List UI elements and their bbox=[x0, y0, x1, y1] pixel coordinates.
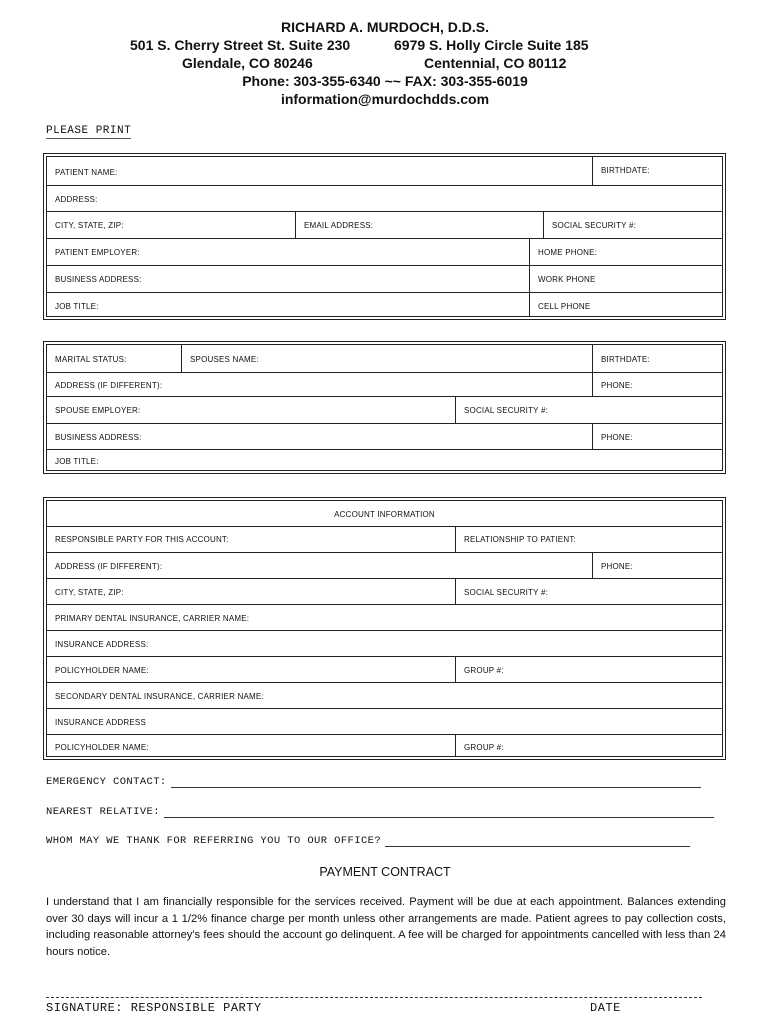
emergency-contact-input[interactable] bbox=[171, 779, 701, 788]
insurance-address-2-field[interactable]: INSURANCE ADDRESS bbox=[55, 718, 146, 727]
phone-fax: Phone: 303-355-6340 ~~ FAX: 303-355-6019 bbox=[242, 73, 528, 89]
spouse-birthdate-field[interactable]: BIRTHDATE: bbox=[592, 345, 722, 372]
patient-row-4 bbox=[47, 238, 722, 266]
account-row-9 bbox=[47, 734, 722, 756]
business-address-field[interactable]: BUSINESS ADDRESS: bbox=[55, 275, 142, 284]
nearest-relative-line bbox=[46, 806, 714, 818]
city-left: Glendale, CO 80246 bbox=[182, 55, 313, 71]
patient-name-field[interactable]: PATIENT NAME: bbox=[55, 168, 118, 177]
patient-employer-field[interactable]: PATIENT EMPLOYER: bbox=[55, 248, 140, 257]
patient-row-5 bbox=[47, 265, 722, 293]
signature-line[interactable] bbox=[46, 997, 702, 998]
ssn-field[interactable]: SOCIAL SECURITY #: bbox=[543, 212, 722, 239]
payment-contract-title: PAYMENT CONTRACT bbox=[319, 865, 451, 879]
spouse-employer-field[interactable]: SPOUSE EMPLOYER: bbox=[55, 406, 141, 415]
spouse-address-field[interactable]: ADDRESS (IF DIFFERENT): bbox=[55, 381, 163, 390]
group-field[interactable]: GROUP #: bbox=[455, 657, 722, 683]
policyholder-2-field[interactable]: POLICYHOLDER NAME: bbox=[55, 743, 149, 752]
account-row-8 bbox=[47, 708, 722, 735]
spouse-row-1 bbox=[47, 345, 722, 372]
referral-label: WHOM MAY WE THANK FOR REFERRING YOU TO OUR OFFICE? bbox=[46, 835, 382, 847]
job-title-field[interactable]: JOB TITLE: bbox=[55, 302, 99, 311]
email-field[interactable]: EMAIL ADDRESS: bbox=[295, 212, 544, 239]
account-row-7 bbox=[47, 682, 722, 709]
spouse-row-2 bbox=[47, 372, 722, 397]
patient-row-6 bbox=[47, 292, 722, 316]
secondary-insurance-field[interactable]: SECONDARY DENTAL INSURANCE, CARRIER NAME: bbox=[55, 692, 264, 701]
account-ssn-field[interactable]: SOCIAL SECURITY #: bbox=[455, 579, 722, 605]
account-title-row bbox=[47, 501, 722, 526]
nearest-relative-input[interactable] bbox=[164, 809, 714, 818]
spouse-row-5 bbox=[47, 449, 722, 470]
spouse-business-address-field[interactable]: BUSINESS ADDRESS: bbox=[55, 433, 142, 442]
patient-info-box bbox=[43, 153, 726, 320]
please-print-label: PLEASE PRINT bbox=[46, 125, 132, 137]
account-address-field[interactable]: ADDRESS (IF DIFFERENT): bbox=[55, 562, 163, 571]
spouse-name-field[interactable]: SPOUSES NAME: bbox=[181, 345, 593, 372]
birthdate-field[interactable]: BIRTHDATE: bbox=[592, 157, 722, 185]
account-row-2 bbox=[47, 552, 722, 579]
relationship-field[interactable]: RELATIONSHIP TO PATIENT: bbox=[455, 527, 722, 553]
spouse-ssn-field[interactable]: SOCIAL SECURITY #: bbox=[455, 397, 722, 424]
referral-line bbox=[46, 835, 690, 847]
responsible-party-field[interactable]: RESPONSIBLE PARTY FOR THIS ACCOUNT: bbox=[55, 535, 229, 544]
emergency-contact-line bbox=[46, 776, 701, 788]
spouse-row-4 bbox=[47, 423, 722, 450]
spouse-business-phone-field[interactable]: PHONE: bbox=[592, 424, 722, 450]
city-state-zip-field[interactable]: CITY, STATE, ZIP: bbox=[55, 221, 124, 230]
account-info-title: ACCOUNT INFORMATION bbox=[334, 510, 435, 519]
policyholder-field[interactable]: POLICYHOLDER NAME: bbox=[55, 666, 149, 675]
cell-phone-field[interactable]: CELL PHONE bbox=[529, 293, 722, 316]
practice-name: RICHARD A. MURDOCH, D.D.S. bbox=[281, 19, 489, 35]
account-phone-field[interactable]: PHONE: bbox=[592, 553, 722, 579]
insurance-address-field[interactable]: INSURANCE ADDRESS: bbox=[55, 640, 149, 649]
account-row-4 bbox=[47, 604, 722, 631]
account-row-5 bbox=[47, 630, 722, 657]
signature-label: SIGNATURE: RESPONSIBLE PARTY bbox=[46, 1001, 262, 1015]
referral-input[interactable] bbox=[385, 838, 690, 847]
date-label: DATE bbox=[590, 1001, 621, 1015]
group-2-field[interactable]: GROUP #: bbox=[455, 735, 722, 756]
address-right: 6979 S. Holly Circle Suite 185 bbox=[394, 37, 589, 53]
work-phone-field[interactable]: WORK PHONE bbox=[529, 266, 722, 293]
spouse-row-3 bbox=[47, 396, 722, 424]
spouse-job-title-field[interactable]: JOB TITLE: bbox=[55, 457, 99, 466]
marital-status-field[interactable]: MARITAL STATUS: bbox=[55, 355, 127, 364]
patient-row-3 bbox=[47, 211, 722, 239]
spouse-info-box bbox=[43, 341, 726, 474]
account-info-box bbox=[43, 497, 726, 760]
address-field[interactable]: ADDRESS: bbox=[55, 195, 98, 204]
payment-contract-body: I understand that I am financially responsible for the services received. Payment will be due at each appointment. Balances extending over 30 days will incur a 1 1/2% finance charge per month unless other arrangements are made. Patient agrees to pay collection costs, including reasonable attorney's fees should the account go delinquent. A fee will be charged for appointments cancelled with less than 24 hours notice. bbox=[46, 896, 726, 958]
home-phone-field[interactable]: HOME PHONE: bbox=[529, 239, 722, 266]
spouse-phone-field[interactable]: PHONE: bbox=[592, 373, 722, 397]
address-left: 501 S. Cherry Street St. Suite 230 bbox=[130, 37, 351, 53]
patient-row-2 bbox=[47, 185, 722, 212]
email-address: information@murdochdds.com bbox=[280, 91, 490, 107]
account-row-3 bbox=[47, 578, 722, 605]
city-right: Centennial, CO 80112 bbox=[424, 55, 567, 71]
account-row-1 bbox=[47, 526, 722, 553]
emergency-contact-label: EMERGENCY CONTACT: bbox=[46, 776, 167, 788]
account-row-6 bbox=[47, 656, 722, 683]
nearest-relative-label: NEAREST RELATIVE: bbox=[46, 806, 160, 818]
account-city-field[interactable]: CITY, STATE, ZIP: bbox=[55, 588, 124, 597]
primary-insurance-field[interactable]: PRIMARY DENTAL INSURANCE, CARRIER NAME: bbox=[55, 614, 250, 623]
patient-row-1 bbox=[47, 157, 722, 185]
